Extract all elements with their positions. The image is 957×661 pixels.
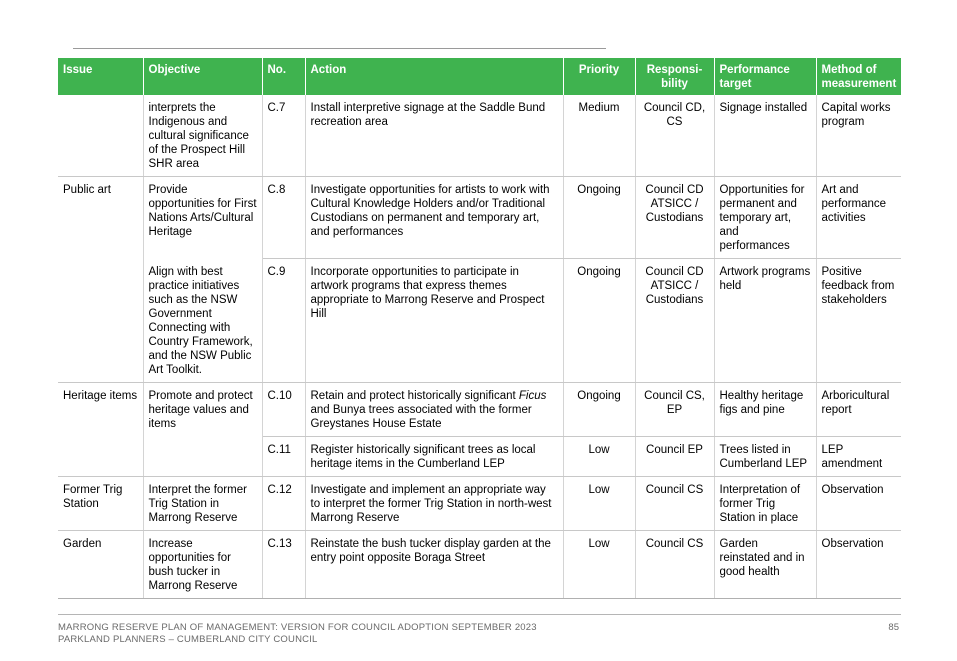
header-priority: Priority — [563, 58, 635, 95]
page-number: 85 — [888, 622, 899, 633]
table-row — [58, 530, 901, 598]
cell-responsibility: Council CD ATSICC / Custodians — [635, 259, 714, 383]
cell-action: Install interpretive signage at the Saddle Bund recreation area — [305, 95, 563, 177]
cell-target: Garden reinstated and in good health — [714, 530, 816, 598]
action-plan-table — [58, 58, 901, 599]
header-method: Method of measurement — [816, 58, 901, 95]
cell-issue — [58, 436, 143, 476]
cell-priority: Ongoing — [563, 382, 635, 436]
cell-no: C.11 — [262, 436, 305, 476]
header-objective: Objective — [143, 58, 262, 95]
cell-target: Trees listed in Cumberland LEP — [714, 436, 816, 476]
cell-target: Healthy heritage figs and pine — [714, 382, 816, 436]
cell-no: C.8 — [262, 177, 305, 259]
cell-action: Reinstate the bush tucker display garden at the entry point opposite Boraga Street — [305, 530, 563, 598]
table-row — [58, 177, 901, 259]
top-rule — [73, 48, 606, 49]
footer-document-title: MARRONG RESERVE PLAN OF MANAGEMENT: VERSION FOR COUNCIL ADOPTION SEPTEMBER 2023 — [58, 622, 537, 633]
cell-responsibility: Council CD ATSICC / Custodians — [635, 177, 714, 259]
cell-objective: Promote and protect heritage values and items — [143, 382, 262, 436]
cell-issue: Former Trig Station — [58, 476, 143, 530]
table-row — [58, 95, 901, 177]
cell-objective: Align with best practice initiatives such as the NSW Government Connecting with Country Framework, and the NSW Public Art Toolkit. — [143, 259, 262, 383]
cell-priority: Medium — [563, 95, 635, 177]
cell-objective: Interpret the former Trig Station in Marrong Reserve — [143, 476, 262, 530]
cell-objective: Increase opportunities for bush tucker in Marrong Reserve — [143, 530, 262, 598]
table-row — [58, 382, 901, 436]
cell-issue: Garden — [58, 530, 143, 598]
page-footer — [58, 622, 537, 646]
cell-objective — [143, 436, 262, 476]
header-responsibility: Responsi-bility — [635, 58, 714, 95]
cell-priority: Low — [563, 530, 635, 598]
cell-action: Register historically significant trees as local heritage items in the Cumberland LEP — [305, 436, 563, 476]
cell-no: C.9 — [262, 259, 305, 383]
cell-target: Signage installed — [714, 95, 816, 177]
cell-action: Investigate and implement an appropriate way to interpret the former Trig Station in north-west Marrong Reserve — [305, 476, 563, 530]
cell-responsibility: Council CS — [635, 530, 714, 598]
cell-objective: interprets the Indigenous and cultural significance of the Prospect Hill SHR area — [143, 95, 262, 177]
cell-objective: Provide opportunities for First Nations Arts/Cultural Heritage — [143, 177, 262, 259]
action-text-pre: Retain and protect historically significant — [310, 389, 519, 402]
cell-priority: Low — [563, 476, 635, 530]
header-issue: Issue — [58, 58, 143, 95]
cell-responsibility: Council CS, EP — [635, 382, 714, 436]
header-action: Action — [305, 58, 563, 95]
cell-action: Incorporate opportunities to participate in artwork programs that express themes appropriate to Marrong Reserve and Prospect Hill — [305, 259, 563, 383]
cell-priority: Ongoing — [563, 177, 635, 259]
table-row — [58, 476, 901, 530]
footer-rule — [58, 614, 901, 615]
table-row — [58, 436, 901, 476]
table-row — [58, 259, 901, 383]
cell-target: Interpretation of former Trig Station in place — [714, 476, 816, 530]
cell-issue: Heritage items — [58, 382, 143, 436]
cell-method: Observation — [816, 476, 901, 530]
cell-no: C.13 — [262, 530, 305, 598]
cell-priority: Low — [563, 436, 635, 476]
cell-no: C.12 — [262, 476, 305, 530]
action-text-italic: Ficus — [518, 389, 547, 402]
cell-method: Art and performance activities — [816, 177, 901, 259]
footer-authors: PARKLAND PLANNERS – CUMBERLAND CITY COUNCIL — [58, 634, 318, 645]
cell-action — [305, 382, 563, 436]
action-text-post: and Bunya trees associated with the former Greystanes House Estate — [310, 403, 532, 430]
header-performance-target: Performance target — [714, 58, 816, 95]
cell-method: Observation — [816, 530, 901, 598]
cell-method: Capital works program — [816, 95, 901, 177]
cell-issue — [58, 95, 143, 177]
cell-method: Arboricultural report — [816, 382, 901, 436]
cell-issue — [58, 259, 143, 383]
cell-target: Artwork programs held — [714, 259, 816, 383]
table-header-row — [58, 58, 901, 95]
cell-method: Positive feedback from stakeholders — [816, 259, 901, 383]
cell-target: Opportunities for permanent and temporary art, and performances — [714, 177, 816, 259]
cell-method: LEP amendment — [816, 436, 901, 476]
cell-priority: Ongoing — [563, 259, 635, 383]
cell-no: C.7 — [262, 95, 305, 177]
cell-responsibility: Council EP — [635, 436, 714, 476]
cell-responsibility: Council CD, CS — [635, 95, 714, 177]
cell-no: C.10 — [262, 382, 305, 436]
header-no: No. — [262, 58, 305, 95]
cell-action: Investigate opportunities for artists to work with Cultural Knowledge Holders and/or Traditional Custodians on permanent and temporary art, and performances — [305, 177, 563, 259]
cell-issue: Public art — [58, 177, 143, 259]
cell-responsibility: Council CS — [635, 476, 714, 530]
